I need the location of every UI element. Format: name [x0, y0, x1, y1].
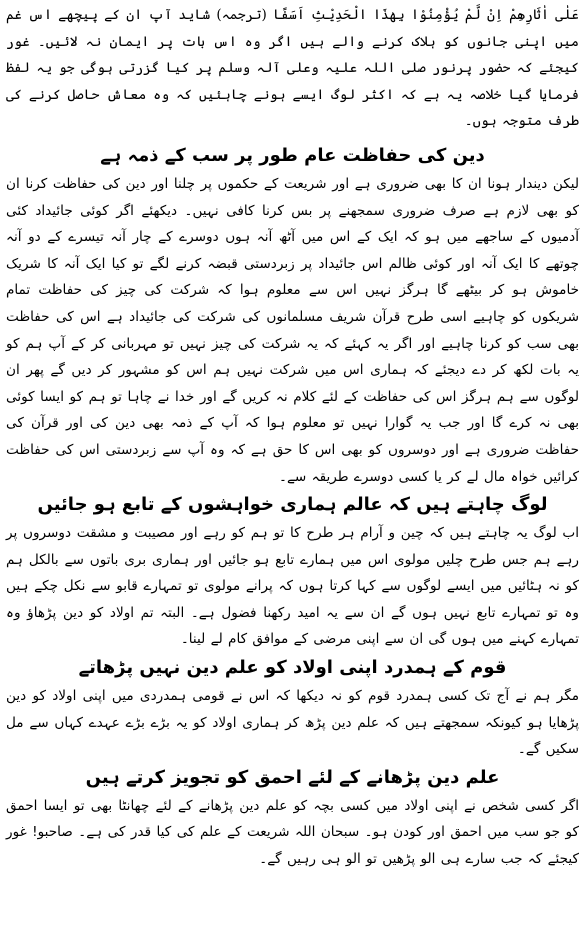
section-body-2: اب لوگ یہ چاہتے ہیں کہ چین و آرام ہر طرح کا تو ہم کو رہے اور مصیبت و مشقت دوسروں پر رہے ہم جس طرح چلیں مولوی اس میں ہمارے تابع ہو جائیں اور ہماری بری باتوں سے بالکل ہم کو نہ ہٹائیں میں ایسے لوگوں سے کہا کرتا ہوں کہ پرانے مولوی تو تمہارے قابو سے نکل چکے ہیں وہ تو تمہارے تابع نہیں ہوں گے ان سے یہ امید رکھنا فضول ہے۔ البتہ تم اولاد کو دین پڑھاؤ وہ تمہارے کہنے میں ہوں گی ان سے اپنی مرضی کے موافق کام لے لینا۔ [6, 525, 579, 648]
section-heading-4: علم دین پڑھانے کے لئے احمق کو تجویز کرتے ہیں [85, 766, 500, 788]
section-body-1: لیکن دیندار ہونا ان کا بھی ضروری ہے اور شریعت کے حکموں پر چلنا اور دین کی حفاظت کرنا ان کو بھی لازم ہے صرف ضروری سمجھنے پر بس کرنا کافی نہیں۔ دیکھئے اگر کوئی جائیداد کئی آدمیوں کے ساجھے میں ہو کہ ایک کے اس میں آٹھ آنہ ہوں دوسرے کے چار آنہ تیسرے کے دو آنہ چوتھے کا ایک آنہ اور کوئی ظالم اس جائیداد پر زبردستی قبضہ کرنے لگے تو کیا ایک آنہ کا شریک خاموش ہو کر بیٹھے گا ہرگز نہیں اس سے معلوم ہوا کہ شرکت کی چیز کی حفاظت تمام شریکوں کو چاہیے اسی طرح قرآن شریف مسلمانوں کی شرکت کی جائیداد ہے اس کی حفاظت بھی سب کو کرنا چاہیے اور اگر یہ کہئے کہ یہ شرکت کی چیز نہیں تو مہربانی کر کے آپ ہم کو یہ بات لکھ کر دے دیجئے کہ ہماری اس میں شرکت نہیں ہم اس کو مشہور کر دیں گے پھر ان لوگوں سے ہم ہرگز اس کی حفاظت کے لئے کلام نہ کریں گے اور خدا نے چاہا تو ہم کو ایسا کوئی بھی نہ کرے گا اور جب یہ گوارا نہیں تو معلوم ہوا کہ آپ کے ذمہ بھی دین کی اور قرآن کی حفاظت ضروری ہے اور دوسروں کو بھی اس کا حق ہے کہ وہ آپ سے زبردستی اس کی حفاظت کرائیں خواہ مال لے کر یا کسی دوسرے طریقہ سے۔ [6, 175, 579, 485]
section-heading-1: دین کی حفاظت عام طور پر سب کے ذمہ ہے [100, 144, 485, 166]
section-heading-3: قوم کے ہمدرد اپنی اولاد کو علم دین نہیں پڑھاتے [78, 657, 507, 679]
section-body-3: مگر ہم نے آج تک کسی ہمدرد قوم کو نہ دیکھا کہ اس نے قومی ہمدردی میں اپنی اولاد کو دین پڑھایا ہو کیونکہ سمجھتے ہیں کہ علم دین پڑھ کر ہماری اولاد کو یہ بڑے بڑے عہدے کہاں سے مل سکیں گے۔ [6, 688, 579, 758]
intro-paragraph: عَلٰی اٰثَارِھِمْ اِنْ لَّمْ یُؤْمِنُوْا بِھٰذَا الْحَدِیْثِ اَسَفًا (ترجمہ) شاید آپ ان کے پیچھے اس غم میں اپنی جانوں کو ہلاک کرنے والے ہیں اگر وہ اس بات پر ایمان نہ لائیں۔ غور کیجئے کہ حضور پرنور صلی اللہ علیہ وعلی آلہ وسلم پر کیا گزرتی ہوگی جو یہ لفظ فرمایا گیا خلاصہ یہ ہے کہ اکثر لوگ ایسے ہونے چاہئیں کہ وہ معاش حاصل کرنے کی طرف متوجہ ہوں۔ [6, 7, 579, 130]
section-heading-2: لوگ چاہتے ہیں کہ عالم ہماری خواہشوں کے تابع ہو جائیں [37, 494, 548, 516]
section-body-4: اگر کسی شخص نے اپنی اولاد میں کسی بچہ کو علم دین پڑھانے کے لئے چھانٹا بھی تو ایسا احمق کو جو سب میں احمق اور کودن ہو۔ سبحان اللہ شریعت کے علم کی کیا قدر کی ہے۔ صاحبو! غور کیجئے کہ جب سارے ہی الو پڑھیں تو الو ہی رہیں گے۔ [6, 797, 579, 868]
